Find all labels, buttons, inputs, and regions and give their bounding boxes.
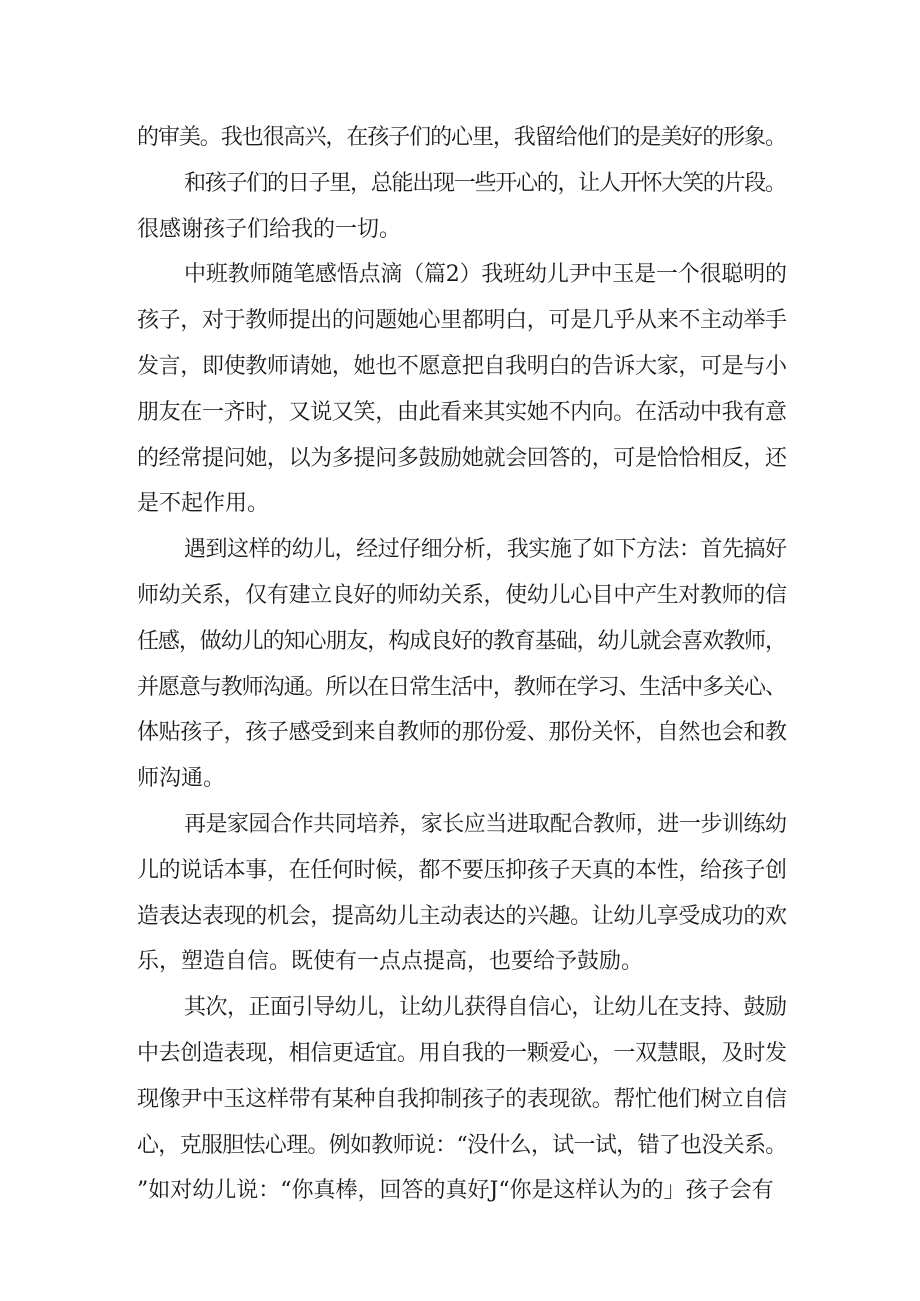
text-line: 的审美。我也很高兴，在孩子们的心里，我留给他们的是美好的形象。 [137,125,786,150]
text-line: 和孩子们的日子里，总能出现一些开心的，让人开怀大笑的片段。 [184,170,786,196]
text-line: 造表达表现的机会，提高幼儿主动表达的兴趣。让幼儿享受成功的欢 [137,903,787,929]
body-text [137,115,787,1214]
text-line: 孩子，对于教师提出的问题她心里都明白，可是几乎从来不主动举手 [137,308,787,334]
text-line: 朋友在一齐时，又说又笑，由此看来其实她不内向。在活动中我有意 [137,399,787,425]
text-line: 体贴孩子，孩子感受到来自教师的那份爱、那份关怀，自然也会和教 [137,720,787,746]
text-line: 儿的说话本事，在任何时候，都不要压抑孩子天真的本性，给孩子创 [137,857,787,883]
text-line: 师幼关系，仅有建立良好的师幼关系，使幼儿心目中产生对教师的信 [137,582,787,608]
text-line: 现像尹中玉这样带有某种自我抑制孩子的表现欲。帮忙他们树立自信 [137,1086,787,1112]
text-line: 遇到这样的幼儿，经过仔细分析，我实施了如下方法：首先搞好 [184,537,787,563]
text-line: 中去创造表现，相信更适宜。用自我的一颗爱心，一双慧眼，及时发 [137,1040,787,1066]
text-line: ”如对幼儿说：“你真棒，回答的真好J“你是这样认为的」孩子会有 [137,1178,774,1204]
text-line: 其次，正面引导幼儿，让幼儿获得自信心，让幼儿在支持、鼓励 [184,995,787,1021]
text-line: 并愿意与教师沟通。所以在日常生活中，教师在学习、生活中多关心、 [137,674,786,700]
text-line: 再是家园合作共同培养，家长应当进取配合教师，进一步训练幼 [184,811,787,837]
text-line: 乐，塑造自信。既使有一点点提高，也要给予鼓励。 [137,949,644,975]
text-line: 师沟通。 [137,766,226,792]
text-line: 任感，做幼儿的知心朋友，构成良好的教育基础，幼儿就会喜欢教师， [137,628,786,654]
text-line: 很感谢孩子们给我的一切。 [137,216,402,242]
text-line: 发言，即使教师请她，她也不愿意把自我明白的告诉大家，可是与小 [137,353,787,379]
text-line: 中班教师随笔感悟点滴（篇2）我班幼儿尹中玉是一个很聪明的 [184,262,787,288]
text-line: 心，克服胆怯心理。例如教师说：“没什么，试一试，错了也没关系。 [137,1132,787,1158]
text-line: 是不起作用。 [137,491,270,517]
text-line: 的经常提问她，以为多提问多鼓励她就会回答的，可是恰恰相反，还 [137,445,787,471]
